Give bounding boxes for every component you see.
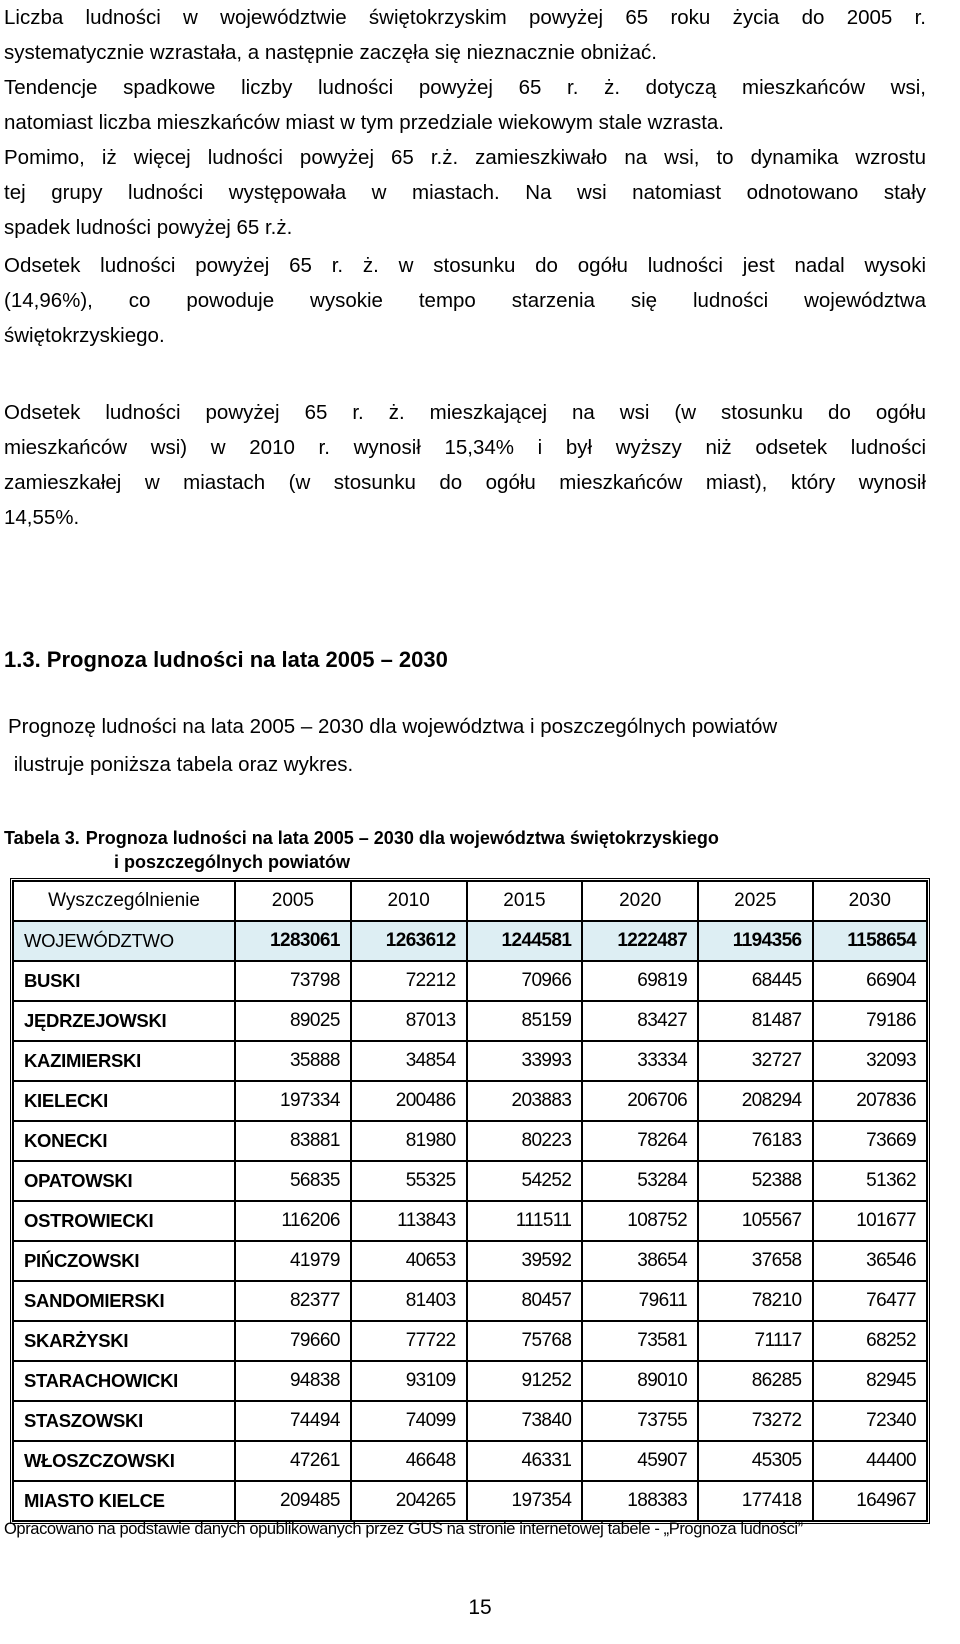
population-value-cell: 116206 [235,1201,351,1241]
population-value-cell: 38654 [582,1241,698,1281]
population-value-cell: 86285 [698,1361,812,1401]
table-caption-title: Prognoza ludności na lata 2005 – 2030 dla województwa świętokrzyskiego [85,828,719,848]
table-body [13,921,927,1521]
table-row [13,961,927,1001]
population-value-cell: 81487 [698,1001,812,1041]
population-value-cell: 79660 [235,1321,351,1361]
population-value-cell: 73798 [235,961,351,1001]
population-value-cell: 45305 [698,1441,812,1481]
text-line: ilustruje poniższa tabela oraz wykres. [8,753,354,776]
paragraph-rural-urban-share [4,395,926,535]
row-label-cell: PIŃCZOWSKI [13,1241,235,1281]
table-row [13,1081,927,1121]
population-value-cell: 77722 [351,1321,467,1361]
population-value-cell: 82945 [813,1361,927,1401]
population-value-cell: 204265 [351,1481,467,1521]
intro-paragraph [8,708,928,784]
table-caption [4,826,719,874]
population-value-cell: 46331 [467,1441,583,1481]
population-value-cell: 111511 [467,1201,583,1241]
population-value-cell: 45907 [582,1441,698,1481]
population-value-cell: 34854 [351,1041,467,1081]
population-value-cell: 36546 [813,1241,927,1281]
population-value-cell: 200486 [351,1081,467,1121]
population-value-cell: 73755 [582,1401,698,1441]
row-label-cell: OPATOWSKI [13,1161,235,1201]
table-caption-label: Tabela 3. [4,828,80,848]
table-row [13,1401,927,1441]
table-row [13,1121,927,1161]
row-label-cell: WŁOSZCZOWSKI [13,1441,235,1481]
population-value-cell: 203883 [467,1081,583,1121]
column-header-year: 2010 [351,881,467,921]
table-row-total [13,921,927,961]
population-value-cell: 51362 [813,1161,927,1201]
section-heading: 1.3. Prognoza ludności na lata 2005 – 2030 [4,647,448,672]
column-header-year: 2030 [813,881,927,921]
population-value-cell: 89025 [235,1001,351,1041]
row-label-cell: KIELECKI [13,1081,235,1121]
population-value-cell: 39592 [467,1241,583,1281]
table-row [13,1161,927,1201]
population-value-cell: 55325 [351,1161,467,1201]
text-line: natomiast liczba mieszkańców miast w tym przedziale wiekowym stale wzrasta. [4,111,725,134]
population-value-cell: 1263612 [351,921,467,961]
row-label-cell: JĘDRZEJOWSKI [13,1001,235,1041]
population-value-cell: 33334 [582,1041,698,1081]
population-value-cell: 73840 [467,1401,583,1441]
population-value-cell: 78264 [582,1121,698,1161]
population-value-cell: 1194356 [698,921,812,961]
text-line: spadek ludności powyżej 65 r.ż. [4,216,293,239]
population-value-cell: 177418 [698,1481,812,1521]
table-row [13,1041,927,1081]
row-label-cell: KAZIMIERSKI [13,1041,235,1081]
text-line: Tendencje spadkowe liczby ludności powyżej 65 r. ż. dotyczą mieszkańców wsi, [4,76,926,99]
population-value-cell: 68252 [813,1321,927,1361]
population-value-cell: 70966 [467,961,583,1001]
row-label-cell: MIASTO KIELCE [13,1481,235,1521]
text-line: (14,96%), co powoduje wysokie tempo starzenia się ludności województwa [4,289,926,312]
population-value-cell: 209485 [235,1481,351,1521]
population-value-cell: 208294 [698,1081,812,1121]
population-value-cell: 197334 [235,1081,351,1121]
population-value-cell: 40653 [351,1241,467,1281]
population-value-cell: 46648 [351,1441,467,1481]
source-note: Opracowano na podstawie danych opublikowanych przez GUS na stronie internetowej tabele - „Prognoza ludności” [4,1520,803,1538]
table-header-row [13,881,927,921]
table-row [13,1361,927,1401]
text-line: Odsetek ludności powyżej 65 r. ż. mieszkającej na wsi (w stosunku do ogółu [4,401,926,424]
table-row [13,1001,927,1041]
population-value-cell: 53284 [582,1161,698,1201]
population-value-cell: 71117 [698,1321,812,1361]
population-value-cell: 68445 [698,961,812,1001]
text-line: Liczba ludności w województwie świętokrzyskim powyżej 65 roku życia do 2005 r. [4,6,926,29]
population-value-cell: 69819 [582,961,698,1001]
population-value-cell: 188383 [582,1481,698,1521]
population-value-cell: 72340 [813,1401,927,1441]
population-value-cell: 82377 [235,1281,351,1321]
population-value-cell: 41979 [235,1241,351,1281]
population-value-cell: 66904 [813,961,927,1001]
column-header-label: Wyszczególnienie [13,881,235,921]
paragraph-elderly-population-trend [4,0,926,245]
table-row [13,1241,927,1281]
column-header-year: 2025 [698,881,812,921]
population-forecast-table [10,878,930,1524]
text-line: systematycznie wzrastała, a następnie zaczęła się nieznacznie obniżać. [4,41,657,64]
population-value-cell: 87013 [351,1001,467,1041]
text-line: 14,55%. [4,506,80,529]
population-value-cell: 54252 [467,1161,583,1201]
population-value-cell: 56835 [235,1161,351,1201]
population-value-cell: 1283061 [235,921,351,961]
population-value-cell: 1158654 [813,921,927,961]
population-value-cell: 32727 [698,1041,812,1081]
column-header-year: 2015 [467,881,583,921]
population-value-cell: 76183 [698,1121,812,1161]
population-value-cell: 108752 [582,1201,698,1241]
population-value-cell: 113843 [351,1201,467,1241]
population-value-cell: 72212 [351,961,467,1001]
page-number: 15 [468,1596,492,1619]
row-label-cell: OSTROWIECKI [13,1201,235,1241]
row-label-cell: BUSKI [13,961,235,1001]
column-header-year: 2005 [235,881,351,921]
population-value-cell: 80457 [467,1281,583,1321]
population-value-cell: 101677 [813,1201,927,1241]
population-value-cell: 78210 [698,1281,812,1321]
population-value-cell: 73669 [813,1121,927,1161]
population-value-cell: 52388 [698,1161,812,1201]
population-value-cell: 47261 [235,1441,351,1481]
text-line: zamieszkałej w miastach (w stosunku do ogółu mieszkańców miast), który wynosił [4,471,926,494]
population-value-cell: 81403 [351,1281,467,1321]
population-value-cell: 81980 [351,1121,467,1161]
row-label-cell: STASZOWSKI [13,1401,235,1441]
table-row [13,1281,927,1321]
population-value-cell: 164967 [813,1481,927,1521]
population-value-cell: 197354 [467,1481,583,1521]
text-line: mieszkańców wsi) w 2010 r. wynosił 15,34% i był wyższy niż odsetek ludności [4,436,926,459]
column-header-year: 2020 [582,881,698,921]
paragraph-elderly-share [4,248,926,353]
row-label-cell: SANDOMIERSKI [13,1281,235,1321]
text-line: Odsetek ludności powyżej 65 r. ż. w stosunku do ogółu ludności jest nadal wysoki [4,254,926,277]
population-value-cell: 73581 [582,1321,698,1361]
table-row [13,1441,927,1481]
population-value-cell: 105567 [698,1201,812,1241]
table-row [13,1321,927,1361]
row-label-cell: SKARŻYSKI [13,1321,235,1361]
population-value-cell: 94838 [235,1361,351,1401]
population-value-cell: 79186 [813,1001,927,1041]
population-value-cell: 207836 [813,1081,927,1121]
population-value-cell: 91252 [467,1361,583,1401]
table-row [13,1481,927,1521]
population-value-cell: 1244581 [467,921,583,961]
population-value-cell: 93109 [351,1361,467,1401]
population-value-cell: 74099 [351,1401,467,1441]
row-label-cell: WOJEWÓDZTWO [13,921,235,961]
population-value-cell: 83881 [235,1121,351,1161]
table-row [13,1201,927,1241]
row-label-cell: KONECKI [13,1121,235,1161]
population-value-cell: 33993 [467,1041,583,1081]
population-value-cell: 80223 [467,1121,583,1161]
population-value-cell: 44400 [813,1441,927,1481]
population-value-cell: 1222487 [582,921,698,961]
population-value-cell: 79611 [582,1281,698,1321]
population-value-cell: 74494 [235,1401,351,1441]
population-value-cell: 83427 [582,1001,698,1041]
population-value-cell: 32093 [813,1041,927,1081]
population-value-cell: 89010 [582,1361,698,1401]
population-value-cell: 85159 [467,1001,583,1041]
population-value-cell: 73272 [698,1401,812,1441]
table-caption-title-continued: i poszczególnych powiatów [114,852,351,872]
population-value-cell: 75768 [467,1321,583,1361]
population-value-cell: 206706 [582,1081,698,1121]
population-forecast-table-container [10,878,930,1524]
population-value-cell: 35888 [235,1041,351,1081]
text-line: tej grupy ludności występowała w miastach. Na wsi natomiast odnotowano stały [4,181,926,204]
population-value-cell: 76477 [813,1281,927,1321]
text-line: Prognozę ludności na lata 2005 – 2030 dla województwa i poszczególnych powiatów [8,715,778,738]
population-value-cell: 37658 [698,1241,812,1281]
row-label-cell: STARACHOWICKI [13,1361,235,1401]
text-line: świętokrzyskiego. [4,324,165,347]
text-line: Pomimo, iż więcej ludności powyżej 65 r.ż. zamieszkiwało na wsi, to dynamika wzrostu [4,146,926,169]
